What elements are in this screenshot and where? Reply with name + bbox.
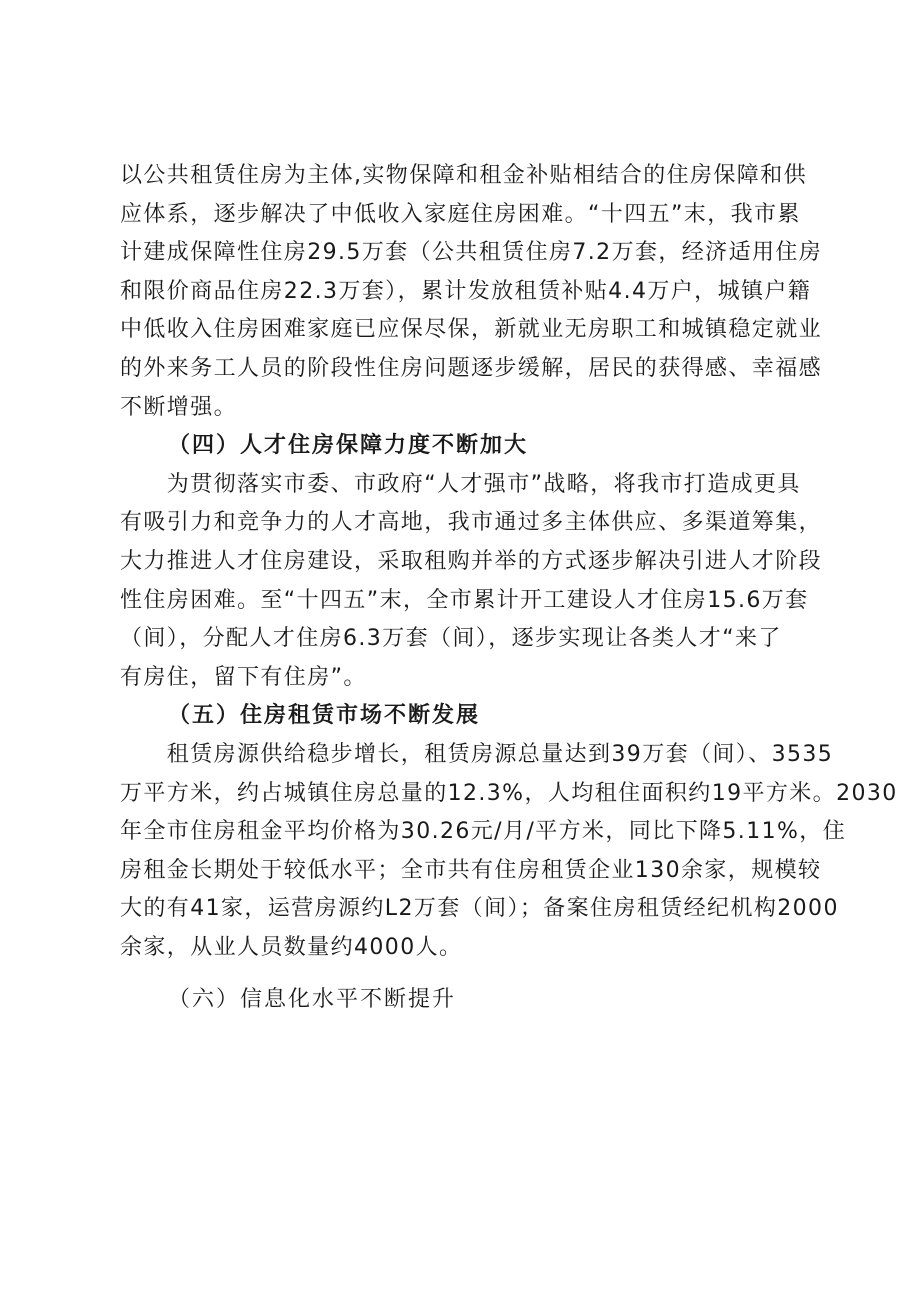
text-line: 余家，从业人员数量约4000人。	[120, 934, 463, 960]
text-line: 有吸引力和竞争力的人才高地，我市通过多主体供应、多渠道筹集，	[120, 510, 823, 536]
paragraph-talent-housing	[120, 466, 823, 698]
text-line: 为贯彻落实市委、市政府“人才强市”战略，将我市打造成更具	[120, 471, 801, 497]
text-line: 计建成保障性住房29.5万套（公共租赁住房7.2万套，经济适用住房	[120, 240, 823, 266]
text-line: 大的有41家，运营房源约L2万套（间）；备案住房租赁经纪机构2000	[120, 896, 839, 922]
text-line: 万平方米，约占城镇住房总量的12.3%，人均租住面积约19平方米。2030	[120, 780, 898, 806]
section-heading-informatization: （六）信息化水平不断提升	[168, 987, 457, 1013]
text-line: 不断增强。	[120, 394, 238, 420]
text-line: 年全市住房租金平均价格为30.26元/月/平方米，同比下降5.11%，住	[120, 819, 847, 845]
text-line: 房租金长期处于较低水平；全市共有住房租赁企业130余家，规模较	[120, 857, 822, 883]
text-line: 应体系，逐步解决了中低收入家庭住房困难。“十四五”末，我市累	[120, 201, 801, 227]
text-line: 租赁房源供给稳步增长，租赁房源总量达到39万套（间）、3535	[120, 741, 834, 767]
text-line: 中低收入住房困难家庭已应保尽保，新就业无房职工和城镇稳定就业	[120, 317, 823, 343]
paragraph-rental-market	[120, 736, 898, 968]
document-page	[120, 157, 898, 1020]
text-line: 有房住，留下有住房”。	[120, 664, 367, 690]
text-line: 和限价商品住房22.3万套），累计发放租赁补贴4.4万户，城镇户籍	[120, 278, 812, 304]
text-line: 大力推进人才住房建设，采取租购并举的方式逐步解决引进人才阶段	[120, 548, 823, 574]
text-line: 性住房困难。至“十四五”末，全市累计开工建设人才住房15.6万套	[120, 587, 809, 613]
text-line: （间），分配人才住房6.3万套（间），逐步实现让各类人才“来了	[120, 626, 782, 652]
text-line: 的外来务工人员的阶段性住房问题逐步缓解，居民的获得感、幸福感	[120, 355, 823, 381]
section-heading-rental-market: （五）住房租赁市场不断发展	[168, 703, 481, 729]
paragraph-housing-security	[120, 157, 823, 427]
text-line: 以公共租赁住房为主体,实物保障和租金补贴相结合的住房保障和供	[120, 163, 807, 188]
section-heading-talent-housing: （四）人才住房保障力度不断加大	[168, 433, 529, 459]
